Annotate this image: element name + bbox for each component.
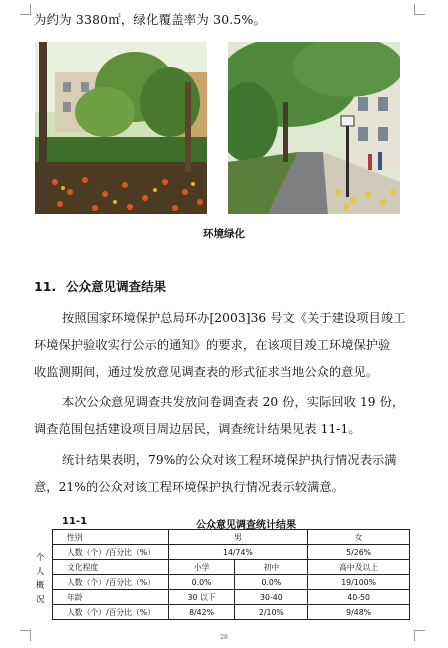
side-label-char: 人 — [36, 567, 45, 577]
table-cell: 人数（个）/百分比（%） — [53, 605, 169, 620]
table-cell: 女 — [308, 530, 410, 545]
table-cell: 年龄 — [53, 590, 169, 605]
paragraph-line: 按照国家环境保护总局环办[2003]36 号文《关于建设项目竣工 — [62, 311, 406, 325]
table-cell: 高中及以上 — [308, 560, 410, 575]
table-cell: 2/10% — [235, 605, 308, 620]
paragraph-line: 统计结果表明，79%的公众对该工程环境保护执行情况表示满 — [62, 453, 397, 467]
photo-caption: 环境绿化 — [203, 228, 245, 240]
paragraph-line: 意，21%的公众对该工程环境保护执行情况表示较满意。 — [34, 480, 345, 494]
survey-stats-table — [52, 529, 410, 620]
table-row — [53, 545, 410, 560]
section-number: 11. — [34, 279, 57, 294]
side-label-char: 个 — [36, 553, 45, 563]
section-heading — [34, 277, 166, 295]
garden-photo — [35, 42, 207, 214]
table-cell: 0.0% — [235, 575, 308, 590]
side-label-char: 况 — [36, 595, 45, 605]
corner-mark-top-left — [20, 4, 31, 15]
table-row — [53, 605, 410, 620]
table-cell: 5/26% — [308, 545, 410, 560]
section-title: 公众意见调查结果 — [66, 279, 167, 294]
table-cell: 9/48% — [308, 605, 410, 620]
table-number: 11-1 — [62, 516, 88, 527]
table-title: 公众意见调查统计结果 — [196, 520, 296, 531]
table-cell: 30-40 — [235, 590, 308, 605]
paragraph-line: 本次公众意见调查共发放问卷调查表 20 份，实际回收 19 份， — [62, 395, 405, 409]
table-cell: 19/100% — [308, 575, 410, 590]
road-photo — [228, 42, 400, 214]
table-cell: 男 — [168, 530, 308, 545]
table-cell: 0.0% — [168, 575, 235, 590]
table-cell: 小学 — [168, 560, 235, 575]
table-cell: 40-50 — [308, 590, 410, 605]
table-cell: 性别 — [53, 530, 169, 545]
page-number: 28 — [220, 634, 228, 641]
table-cell: 人数（个）/百分比（%） — [53, 575, 169, 590]
table-row — [53, 530, 410, 545]
table-row — [53, 590, 410, 605]
table-cell: 30 以下 — [168, 590, 235, 605]
table-cell: 初中 — [235, 560, 308, 575]
side-label-char: 概 — [36, 581, 45, 591]
table-row — [53, 575, 410, 590]
paragraph-line: 调查范围包括建设项目周边居民，调查统计结果见表 11-1。 — [34, 422, 361, 436]
paragraph-line: 环境保护验收实行公示的通知》的要求，在该项目竣工环境保护验 — [34, 338, 391, 352]
top-text-line: 为约为 3380㎡，绿化覆盖率为 30.5%。 — [34, 12, 267, 27]
table-cell: 文化程度 — [53, 560, 169, 575]
table-cell: 14/74% — [168, 545, 308, 560]
corner-mark-top-right — [414, 4, 425, 15]
table-cell: 人数（个）/百分比（%） — [53, 545, 169, 560]
paragraph-line: 收监测期间，通过发放意见调查表的形式征求当地公众的意见。 — [34, 365, 379, 379]
table-row — [53, 560, 410, 575]
table-cell: 8/42% — [168, 605, 235, 620]
